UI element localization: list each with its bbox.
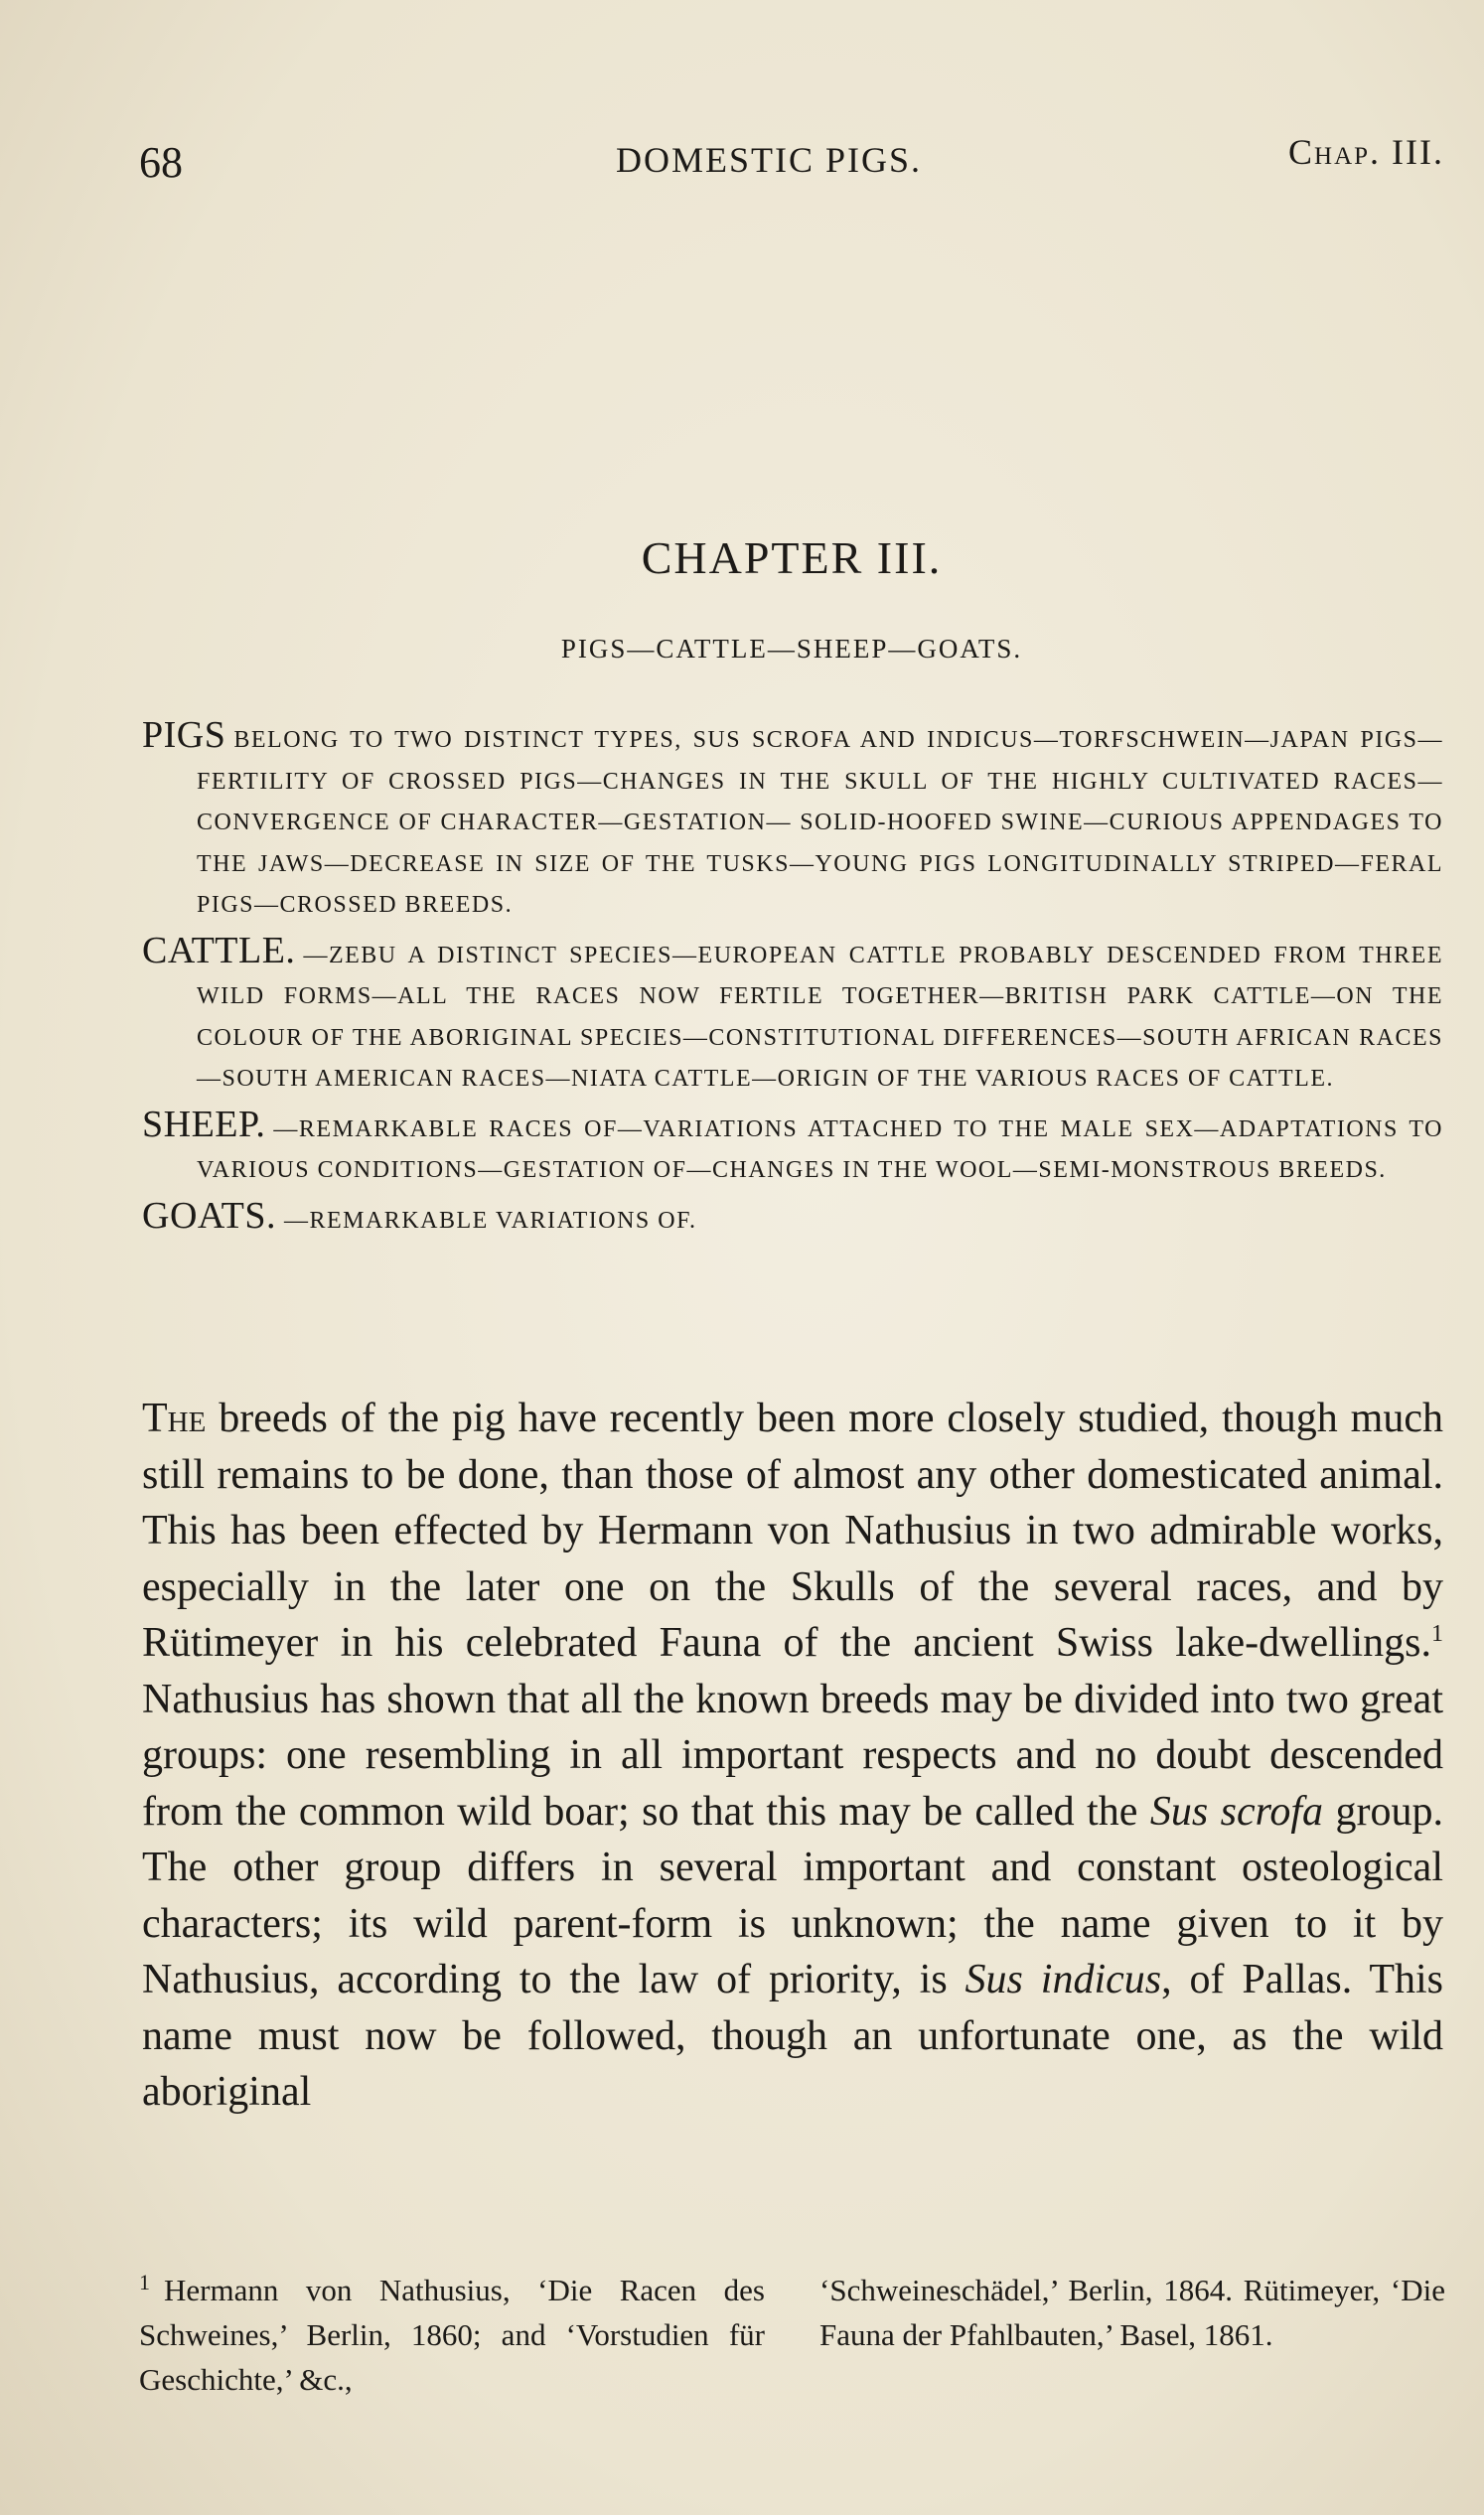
synopsis-entry-pigs — [142, 715, 1443, 927]
body-text: Nathusius has shown that all the known breeds may be divided into two great groups: one resembling in all important respects and no doubt descended from the common wild boar; so that this may be called the — [142, 1676, 1443, 1835]
footnote-marker: 1 — [139, 2269, 150, 2294]
synopsis-lead: PIGS — [142, 714, 226, 756]
footnotes — [139, 2268, 1445, 2402]
synopsis-text: BELONG TO TWO DISTINCT TYPES, SUS SCROFA AND INDICUS—TORFSCHWEIN—JAPAN PIGS—FERTILITY OF CROSSED PIGS—CHANGES IN THE SKULL OF THE HIGHLY CULTIVATED RACES—CONVERGENCE OF CHARACTER—GESTATION— SOLID-HOOFED SWINE—CURIOUS APPENDAGES TO THE JAWS—DECREASE IN SIZE OF THE TUSKS—YOUNG PIGS LONGITUDINALLY STRIPED—FERAL PIGS—CROSSED BREEDS. — [197, 727, 1443, 918]
synopsis-text: —REMARKABLE VARIATIONS OF. — [283, 1207, 697, 1234]
chapter-heading: CHAPTER III. — [641, 532, 943, 583]
running-title: DOMESTIC PIGS. — [616, 140, 923, 180]
footnote-column-left — [139, 2268, 765, 2402]
synopsis-text: —ZEBU A DISTINCT SPECIES—EUROPEAN CATTLE PROBABLY DESCENDED FROM THREE WILD FORMS—ALL THE RACES NOW FERTILE TOGETHER—BRITISH PARK CATTLE—ON THE COLOUR OF THE ABORIGINAL SPECIES—CONSTITUTIONAL DIFFERENCES—SOUTH AFRICAN RACES—SOUTH AMERICAN RACES—NIATA CATTLE—ORIGIN OF THE VARIOUS RACES OF CATTLE. — [197, 942, 1443, 1092]
body-text: breeds of the pig have recently been more closely studied, though much still remains to be done, than those of almost any other domesticated animal. This has been effected by Hermann von Nathusius in two admirable works, especially in the later one on the Skulls of the several races, and by Rütimeyer in his celebrated Fauna of the ancient Swiss lake-dwellings. — [142, 1396, 1443, 1666]
synopsis-lead: SHEEP. — [142, 1103, 266, 1145]
footnote-text: Hermann von Nathusius, ‘Die Racen des Schweines,’ Berlin, 1860; and ‘Vorstudien für Geschichte,’ &c., — [139, 2273, 765, 2397]
body-paragraph — [142, 1391, 1443, 2121]
chapter-synopsis — [142, 715, 1443, 1246]
running-chapter: Chap. III. — [1288, 132, 1444, 172]
synopsis-entry-cattle — [142, 931, 1443, 1101]
page-number: 68 — [139, 138, 183, 187]
footnote-reference: 1 — [1431, 1621, 1443, 1647]
synopsis-lead: GOATS. — [142, 1194, 276, 1237]
synopsis-lead: CATTLE. — [142, 929, 296, 971]
synopsis-entry-goats — [142, 1196, 1443, 1243]
species-name: Sus scrofa — [1149, 1788, 1324, 1835]
body-text: group. The other group differs in several important and constant osteological characters; its wild parent-form is unknown; the name given to it by Nathusius, according to the law of priority, is — [142, 1788, 1443, 2002]
synopsis-entry-sheep — [142, 1105, 1443, 1192]
chapter-subjects: PIGS—CATTLE—SHEEP—GOATS. — [560, 634, 1023, 664]
synopsis-text: —REMARKABLE RACES OF—VARIATIONS ATTACHED TO THE MALE SEX—ADAPTATIONS TO VARIOUS CONDITIONS—GESTATION OF—CHANGES IN THE WOOL—SEMI-MONSTROUS BREEDS. — [197, 1115, 1443, 1183]
running-head — [139, 127, 1444, 187]
footnote-text: ‘Schweineschädel,’ Berlin, 1864. Rütimeyer, ‘Die Fauna der Pfahlbauten,’ Basel, 1861. — [819, 2273, 1445, 2352]
footnote-column-right — [819, 2268, 1445, 2402]
body-text: , of Pallas. This name must now be followed, though an unfortunate one, as the wild aboriginal — [142, 1957, 1443, 2115]
species-name: Sus indicus — [965, 1957, 1162, 2002]
paragraph-lead-word: The — [142, 1396, 207, 1441]
